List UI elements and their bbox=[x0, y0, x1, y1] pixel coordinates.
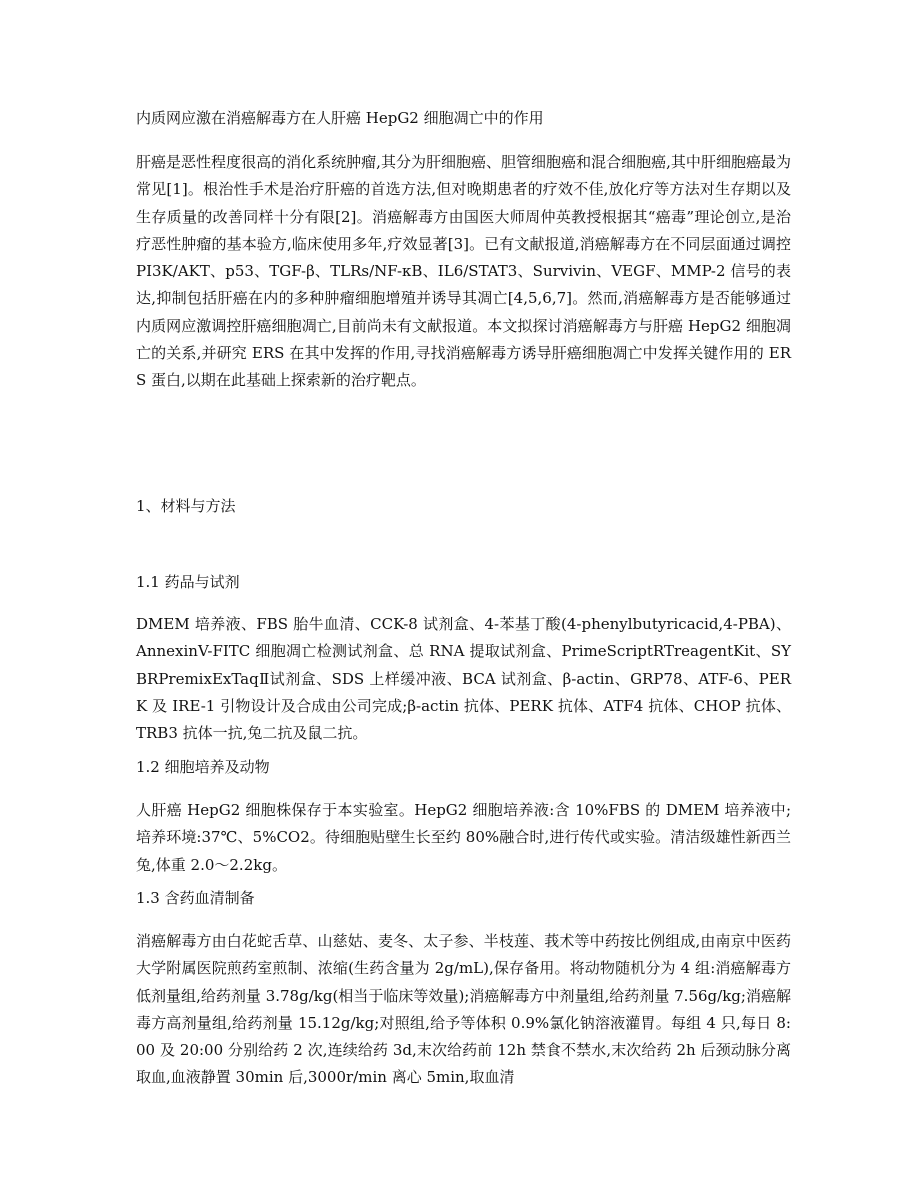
section-heading-materials-methods: 1、材料与方法 bbox=[136, 497, 236, 515]
serum-preparation-paragraph: 消癌解毒方由白花蛇舌草、山慈姑、麦冬、太子参、半枝莲、莪术等中药按比例组成,由南京中医药大学附属医院煎药室煎制、浓缩(生药含量为 2g/mL),保存备用。将动物随机分为 4 组:消癌解毒方低剂量组,给药剂量 3.78g/kg(相当于临床等效量);消癌解毒方中剂量组,给药剂量 7.56g/kg;消癌解毒方高剂量组,给药剂量 15.12g/kg;对照组,给予等体积 0.9%氯化钠溶液灌胃。每组 4 只,每日 8:00 及 20:00 分别给药 2 次,连续给药 3d,末次给药前 12h 禁食不禁水,末次给药 2h 后颈动脉分离取血,血液静置 30min 后,3000r/min 离心 5min,取血清 bbox=[136, 932, 791, 1087]
subsection-heading-cell-culture: 1.2 细胞培养及动物 bbox=[136, 758, 270, 776]
document-title: 内质网应激在消癌解毒方在人肝癌 HepG2 细胞凋亡中的作用 bbox=[136, 109, 544, 127]
subsection-heading-serum-preparation: 1.3 含药血清制备 bbox=[136, 889, 255, 907]
cell-culture-paragraph: 人肝癌 HepG2 细胞株保存于本实验室。HepG2 细胞培养液:含 10%FBS 的 DMEM 培养液中;培养环境:37℃、5%CO2。待细胞贴壁生长至约 80%融合时,进行传代或实验。清洁级雄性新西兰兔,体重 2.0～2.2kg。 bbox=[136, 801, 791, 874]
subsection-heading-drugs-reagents: 1.1 药品与试剂 bbox=[136, 573, 240, 591]
intro-paragraph: 肝癌是恶性程度很高的消化系统肿瘤,其分为肝细胞癌、胆管细胞癌和混合细胞癌,其中肝细胞癌最为常见[1]。根治性手术是治疗肝癌的首选方法,但对晚期患者的疗效不佳,放化疗等方法对生存期以及生存质量的改善同样十分有限[2]。消癌解毒方由国医大师周仲英教授根据其“癌毒”理论创立,是治疗恶性肿瘤的基本验方,临床使用多年,疗效显著[3]。已有文献报道,消癌解毒方在不同层面通过调控 PI3K/AKT、p53、TGF-β、TLRs/NF-κB、IL6/STAT3、Survivin、VEGF、MMP-2 信号的表达,抑制包括肝癌在内的多种肿瘤细胞增殖并诱导其凋亡[4,5,6,7]。然而,消癌解毒方是否能够通过内质网应激调控肝癌细胞凋亡,目前尚未有文献报道。本文拟探讨消癌解毒方与肝癌 HepG2 细胞凋亡的关系,并研究 ERS 在其中发挥的作用,寻找消癌解毒方诱导肝癌细胞凋亡中发挥关键作用的 ERS 蛋白,以期在此基础上探索新的治疗靶点。 bbox=[136, 153, 791, 390]
drugs-reagents-paragraph: DMEM 培养液、FBS 胎牛血清、CCK-8 试剂盒、4-苯基丁酸(4-phenylbutyricacid,4-PBA)、AnnexinV-FITC 细胞凋亡检测试剂盒、总 RNA 提取试剂盒、PrimeScriptRTreagentKit、SYBRPremixExTaqⅡ试剂盒、SDS 上样缓冲液、BCA 试剂盒、β-actin、GRP78、ATF-6、PERK 及 IRE-1 引物设计及合成由公司完成;β-actin 抗体、PERK 抗体、ATF4 抗体、CHOP 抗体、TRB3 抗体一抗,兔二抗及鼠二抗。 bbox=[136, 615, 791, 743]
